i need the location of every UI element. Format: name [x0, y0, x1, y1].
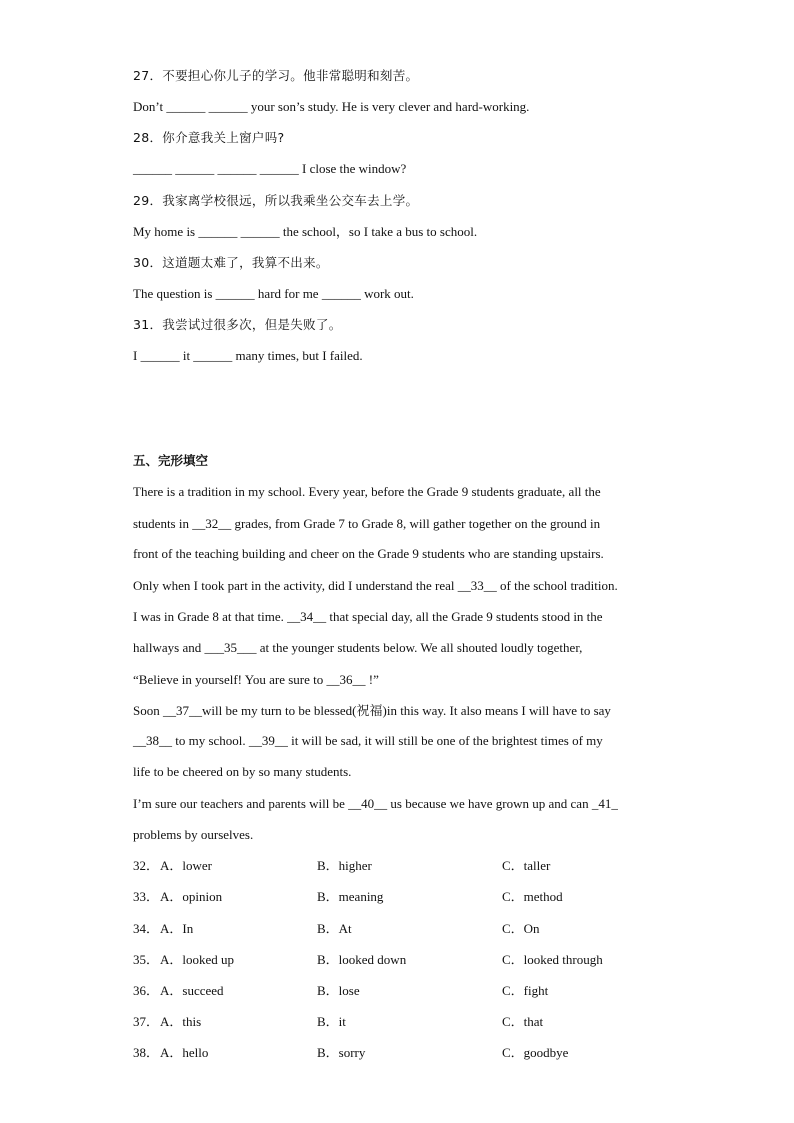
passage-line: problems by ourselves.: [133, 827, 254, 842]
passage-line: life to be cheered on by so many students.: [133, 764, 352, 779]
question-31-chinese: 31．我尝试过很多次，但是失败了。: [133, 317, 342, 332]
option-c: C．method: [502, 889, 563, 904]
passage-line: There is a tradition in my school. Every year, before the Grade 9 students graduate, all the: [133, 484, 601, 499]
option-c: C．taller: [502, 858, 551, 873]
option-b: B．meaning: [317, 889, 384, 904]
question-30-english: The question is ______ hard for me ______ work out.: [133, 286, 414, 301]
option-b: B．looked down: [317, 952, 407, 967]
question-27-chinese: 27．不要担心你儿子的学习。他非常聪明和刻苦。: [133, 68, 419, 83]
option-a: A．succeed: [160, 983, 224, 998]
option-b: B．it: [317, 1014, 346, 1029]
option-b: B．higher: [317, 858, 372, 873]
option-c: C．fight: [502, 983, 549, 998]
passage-line: hallways and ___35___ at the younger students below. We all shouted loudly together,: [133, 640, 583, 655]
option-a: A．opinion: [160, 889, 223, 904]
question-27-english: Don’t ______ ______ your son’s study. He is very clever and hard-working.: [133, 99, 530, 114]
question-28-english: ______ ______ ______ ______ I close the window?: [133, 161, 407, 176]
option-a: A．lower: [160, 858, 212, 873]
option-c: C．that: [502, 1014, 544, 1029]
passage-line: I was in Grade 8 at that time. __34__ that special day, all the Grade 9 students stood in the: [133, 609, 603, 624]
passage-line: front of the teaching building and cheer on the Grade 9 students who are standing upstairs.: [133, 546, 604, 561]
question-number: 35．: [133, 952, 160, 967]
question-29-chinese: 29．我家离学校很远，所以我乘坐公交车去上学。: [133, 193, 419, 208]
passage-line: “Believe in yourself! You are sure to __36__ !”: [133, 672, 379, 687]
passage-line: I’m sure our teachers and parents will be __40__ us because we have grown up and can _41_: [133, 796, 618, 811]
question-number: 36．: [133, 983, 160, 998]
question-number: 34．: [133, 921, 160, 936]
passage-line: students in __32__ grades, from Grade 7 to Grade 8, will gather together on the ground in: [133, 516, 601, 531]
option-b: B．sorry: [317, 1045, 366, 1060]
passage-line: __38__ to my school. __39__ it will be sad, it will still be one of the brightest times of my: [133, 733, 603, 748]
option-a: A．looked up: [160, 952, 235, 967]
option-b: B．At: [317, 921, 352, 936]
question-28-chinese: 28．你介意我关上窗户吗?: [133, 130, 285, 145]
question-number: 37．: [133, 1014, 160, 1029]
option-a: A．hello: [160, 1045, 209, 1060]
option-a: A．this: [160, 1014, 202, 1029]
section-heading-cloze: 五、完形填空: [133, 453, 209, 468]
option-a: A．In: [160, 921, 194, 936]
question-number: 38．: [133, 1045, 160, 1060]
passage-line: Soon __37__will be my turn to be blessed(祝福)in this way. It also means I will have to say: [133, 703, 611, 718]
question-31-english: I ______ it ______ many times, but I failed.: [133, 348, 363, 363]
option-c: C．goodbye: [502, 1045, 569, 1060]
question-29-english: My home is ______ ______ the school，so I take a bus to school.: [133, 224, 478, 239]
question-number: 32．: [133, 858, 160, 873]
option-b: B．lose: [317, 983, 360, 998]
option-c: C．On: [502, 921, 540, 936]
question-30-chinese: 30．这道题太难了，我算不出来。: [133, 255, 329, 270]
passage-line: Only when I took part in the activity, did I understand the real __33__ of the school tradition.: [133, 578, 618, 593]
question-number: 33．: [133, 889, 160, 904]
option-c: C．looked through: [502, 952, 603, 967]
